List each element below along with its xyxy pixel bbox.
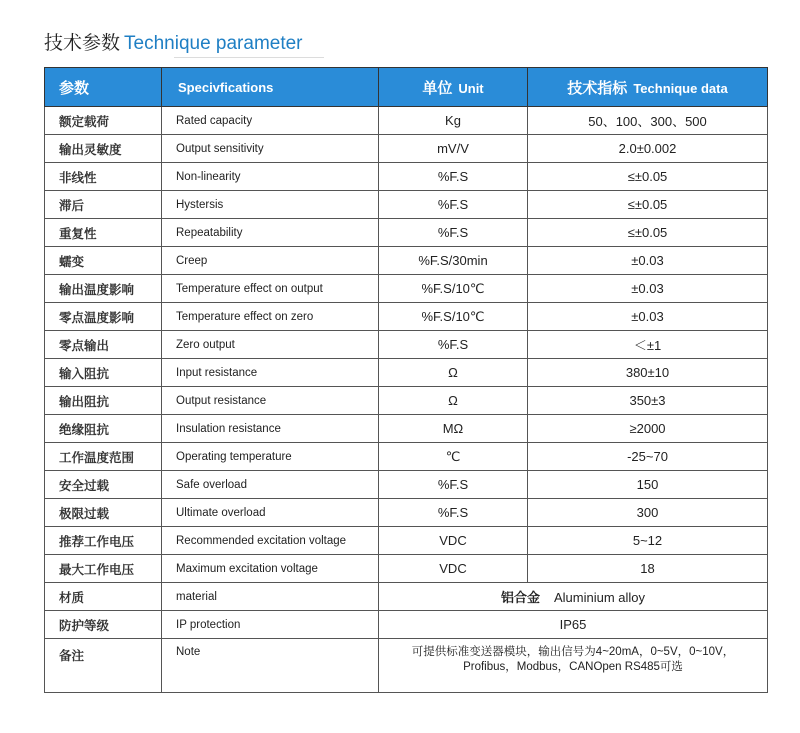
param-value: ≤±0.05 <box>528 163 768 191</box>
param-value: 300 <box>528 499 768 527</box>
param-zh: 输出阻抗 <box>45 387 162 415</box>
param-value: ＜±1 <box>528 331 768 359</box>
param-en: Output resistance <box>162 387 379 415</box>
param-en: Output sensitivity <box>162 135 379 163</box>
param-en: Temperature effect on zero <box>162 303 379 331</box>
param-zh: 材质 <box>45 583 162 611</box>
param-zh: 非线性 <box>45 163 162 191</box>
param-en: Recommended excitation voltage <box>162 527 379 555</box>
param-en: Ultimate overload <box>162 499 379 527</box>
note-line-1: 可提供标准变送器模块，输出信号为4~20mA，0~5V，0~10V， <box>411 646 735 658</box>
param-value: 5~12 <box>528 527 768 555</box>
table-row <box>45 555 768 583</box>
param-unit: Ω <box>379 387 528 415</box>
param-en: Temperature effect on output <box>162 275 379 303</box>
param-en: Safe overload <box>162 471 379 499</box>
param-value: ≤±0.05 <box>528 191 768 219</box>
material-value-en: Aluminium alloy <box>553 590 646 605</box>
material-value <box>379 583 768 611</box>
param-zh: 防护等级 <box>45 611 162 639</box>
param-zh: 滞后 <box>45 191 162 219</box>
param-zh: 蠕变 <box>45 247 162 275</box>
param-zh: 零点输出 <box>45 331 162 359</box>
table-row <box>45 163 768 191</box>
param-en: Creep <box>162 247 379 275</box>
param-value: 150 <box>528 471 768 499</box>
table-row <box>45 387 768 415</box>
table-row-note <box>45 639 768 693</box>
param-en: Operating temperature <box>162 443 379 471</box>
param-unit: %F.S <box>379 163 528 191</box>
table-row <box>45 471 768 499</box>
table-header-row <box>45 68 768 107</box>
table-row <box>45 275 768 303</box>
param-en: Repeatability <box>162 219 379 247</box>
param-value: -25~70 <box>528 443 768 471</box>
table-row-ip <box>45 611 768 639</box>
param-zh: 输出温度影响 <box>45 275 162 303</box>
param-zh: 推荐工作电压 <box>45 527 162 555</box>
table-row <box>45 107 768 135</box>
param-value: 18 <box>528 555 768 583</box>
param-unit: %F.S <box>379 191 528 219</box>
table-row <box>45 191 768 219</box>
note-line-2: Profibus，Modbus，CANOpen RS485可选 <box>463 661 683 673</box>
param-zh: 额定载荷 <box>45 107 162 135</box>
param-zh: 工作温度范围 <box>45 443 162 471</box>
param-zh: 安全过载 <box>45 471 162 499</box>
title-underline <box>174 57 324 58</box>
param-en: Non-linearity <box>162 163 379 191</box>
table-row <box>45 527 768 555</box>
param-zh: 极限过载 <box>45 499 162 527</box>
table-row <box>45 359 768 387</box>
page-title-zh: 技术参数 <box>44 32 121 54</box>
param-unit: VDC <box>379 555 528 583</box>
table-row <box>45 303 768 331</box>
param-unit: VDC <box>379 527 528 555</box>
table-row <box>45 415 768 443</box>
table-row <box>45 499 768 527</box>
param-value: ±0.03 <box>528 275 768 303</box>
param-unit: %F.S/10℃ <box>379 303 528 331</box>
header-technique-data: 技术指标 Technique data <box>528 68 768 107</box>
header-parameter: 参数 <box>45 68 162 107</box>
param-value: ≤±0.05 <box>528 219 768 247</box>
param-value: 50、100、300、500 <box>528 107 768 135</box>
param-zh: 最大工作电压 <box>45 555 162 583</box>
page-title-en: Technique parameter <box>124 33 303 54</box>
param-value: 380±10 <box>528 359 768 387</box>
param-en: Hystersis <box>162 191 379 219</box>
param-zh: 输入阻抗 <box>45 359 162 387</box>
param-unit: ℃ <box>379 443 528 471</box>
param-unit: %F.S <box>379 219 528 247</box>
param-en: material <box>162 583 379 611</box>
param-en: Note <box>162 639 379 693</box>
param-value: 2.0±0.002 <box>528 135 768 163</box>
param-unit: %F.S <box>379 471 528 499</box>
table-row <box>45 443 768 471</box>
table-row <box>45 135 768 163</box>
ip-value: IP65 <box>379 611 768 639</box>
param-unit: %F.S <box>379 499 528 527</box>
spec-table <box>44 67 768 693</box>
param-unit: mV/V <box>379 135 528 163</box>
note-value <box>379 639 768 693</box>
param-en: Insulation resistance <box>162 415 379 443</box>
table-row <box>45 219 768 247</box>
param-value: ±0.03 <box>528 303 768 331</box>
param-unit: %F.S/10℃ <box>379 275 528 303</box>
param-en: Input resistance <box>162 359 379 387</box>
table-row <box>45 247 768 275</box>
material-value-zh: 铝合金 <box>500 591 540 606</box>
param-unit: Ω <box>379 359 528 387</box>
param-value: 350±3 <box>528 387 768 415</box>
header-specifications: Specivfications <box>162 68 379 107</box>
param-unit: Kg <box>379 107 528 135</box>
param-zh: 输出灵敏度 <box>45 135 162 163</box>
param-unit: %F.S <box>379 331 528 359</box>
param-en: Rated capacity <box>162 107 379 135</box>
table-row <box>45 331 768 359</box>
param-zh: 绝缘阻抗 <box>45 415 162 443</box>
header-unit: 单位 Unit <box>379 68 528 107</box>
param-zh: 零点温度影响 <box>45 303 162 331</box>
param-value: ≥2000 <box>528 415 768 443</box>
param-unit: %F.S/30min <box>379 247 528 275</box>
table-row-material <box>45 583 768 611</box>
param-zh: 重复性 <box>45 219 162 247</box>
param-en: Zero output <box>162 331 379 359</box>
param-unit: MΩ <box>379 415 528 443</box>
param-value: ±0.03 <box>528 247 768 275</box>
param-en: IP protection <box>162 611 379 639</box>
param-zh: 备注 <box>45 639 162 693</box>
page-title <box>44 32 303 55</box>
param-en: Maximum excitation voltage <box>162 555 379 583</box>
